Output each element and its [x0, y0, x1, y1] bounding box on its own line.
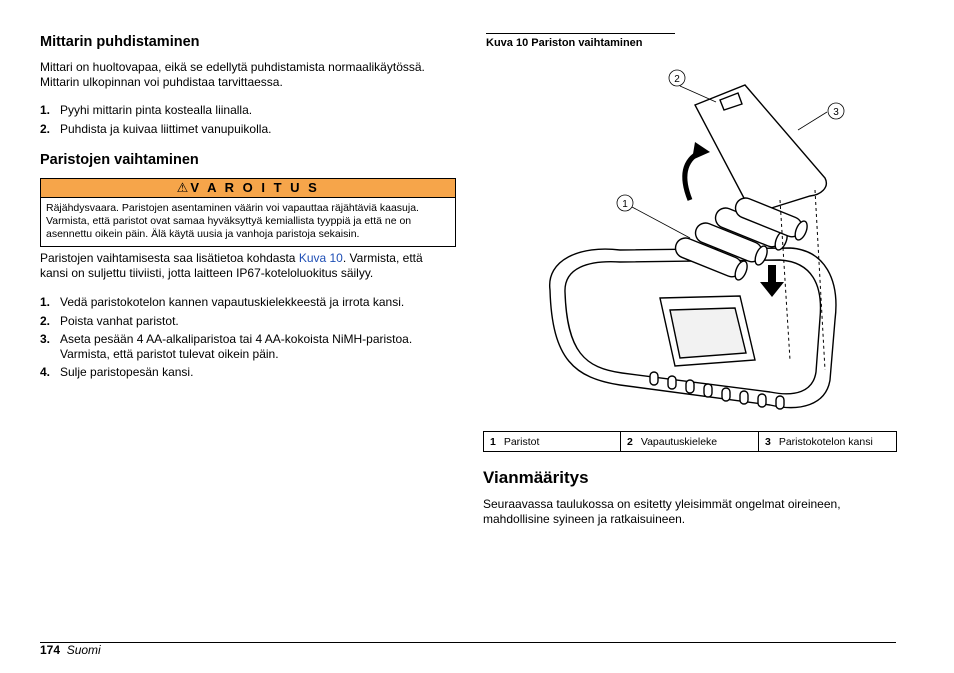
paragraph-text: . Varmista, että	[342, 251, 423, 265]
battery-paragraph	[40, 251, 460, 280]
step-text: Varmista, että paristot tulevat oikein päin.	[60, 346, 279, 361]
step-text: Vedä paristokotelon kannen vapautuskielekkeestä ja irrota kansi.	[60, 295, 405, 309]
step-number: 2.	[40, 121, 51, 136]
paragraph-text: kansi on suljettu tiiviisti, jotta laitteen IP67-koteloluokitus säilyy.	[40, 265, 374, 280]
step-number: 2.	[40, 313, 51, 328]
step-text: Aseta pesään 4 AA-alkaliparistoa tai 4 AA-kokoista NiMH-paristoa.	[60, 332, 413, 346]
warning-text	[41, 198, 455, 245]
step-text: Sulje paristopesän kansi.	[60, 365, 194, 379]
list-item	[40, 314, 460, 329]
callout-label-1: 1	[622, 199, 628, 210]
legend-cell	[759, 432, 897, 452]
list-item	[40, 122, 460, 137]
legend-label: Paristokotelon kansi	[778, 435, 873, 448]
step-text: Pyyhi mittarin pinta kostealla liinalla.	[60, 103, 253, 117]
cleaning-intro	[40, 60, 425, 89]
footer-language: Suomi	[66, 643, 101, 657]
section-title-troubleshooting: Vianmääritys	[483, 468, 589, 487]
figure-title: Kuva 10 Pariston vaihtaminen	[486, 33, 675, 49]
step-number: 3.	[40, 332, 51, 346]
section-title-cleaning: Mittarin puhdistaminen	[40, 34, 200, 50]
cleaning-steps	[40, 103, 460, 140]
warning-header	[41, 179, 455, 198]
legend-cell	[621, 432, 759, 452]
step-number: 1.	[40, 295, 51, 309]
section-title-batteries: Paristojen vaihtaminen	[40, 152, 199, 168]
list-item	[40, 103, 460, 118]
warning-box	[40, 178, 456, 247]
page-number: 174	[40, 643, 61, 657]
cleaning-intro-line2: Mittarin ulkopinnan voi puhdistaa tarvittaessa.	[40, 74, 283, 89]
paragraph-text: Paristojen vaihtamisesta saa lisätietoa kohdasta	[40, 251, 299, 265]
figure-link[interactable]: Kuva 10	[298, 251, 343, 265]
legend-number: 2	[627, 435, 633, 448]
warning-title: V A R O I T U S	[190, 180, 320, 195]
table-row	[484, 432, 897, 452]
warning-line: asennettu oikein päin. Älä käytä uusia ja vanhoja paristoja sekaisin.	[46, 228, 360, 241]
battery-replacement-illustration	[540, 60, 860, 430]
paragraph-text: Seuraavassa taulukossa on esitetty yleisimmät ongelmat oireineen,	[483, 497, 841, 511]
footer	[40, 643, 101, 657]
legend-number: 3	[765, 435, 771, 448]
battery-cover	[695, 85, 826, 211]
warning-line: Varmista, että paristot ovat samaa hyväksyttyä kemiallista tyyppiä ja että ne on	[46, 215, 412, 228]
cleaning-intro-line1: Mittari on huoltovapaa, eikä se edellytä puhdistamista normaalikäytössä.	[40, 60, 425, 74]
warning-line: Räjähdysvaara. Paristojen asentaminen väärin voi vapauttaa räjähtäviä kaasuja.	[46, 202, 419, 214]
legend-label: Paristot	[503, 435, 540, 448]
warning-triangle-icon: ⚠	[176, 180, 189, 195]
step-number: 4.	[40, 365, 51, 379]
list-item	[40, 332, 460, 361]
callout-label-3: 3	[833, 107, 839, 118]
legend-cell	[484, 432, 621, 452]
footer-rule	[40, 642, 896, 643]
step-number: 1.	[40, 103, 51, 117]
callout-label-2: 2	[674, 74, 680, 85]
step-text: Puhdista ja kuivaa liittimet vanupuikolla.	[60, 121, 272, 136]
troubleshooting-intro	[483, 497, 841, 526]
paragraph-text: mahdollisine syineen ja ratkaisuineen.	[483, 511, 686, 526]
list-item	[40, 295, 460, 310]
legend-label: Vapautuskieleke	[640, 435, 718, 448]
legend-number: 1	[490, 435, 496, 448]
battery-steps	[40, 295, 460, 384]
figure-legend-table	[483, 431, 897, 452]
list-item	[40, 365, 460, 380]
step-text: Poista vanhat paristot.	[60, 313, 179, 328]
